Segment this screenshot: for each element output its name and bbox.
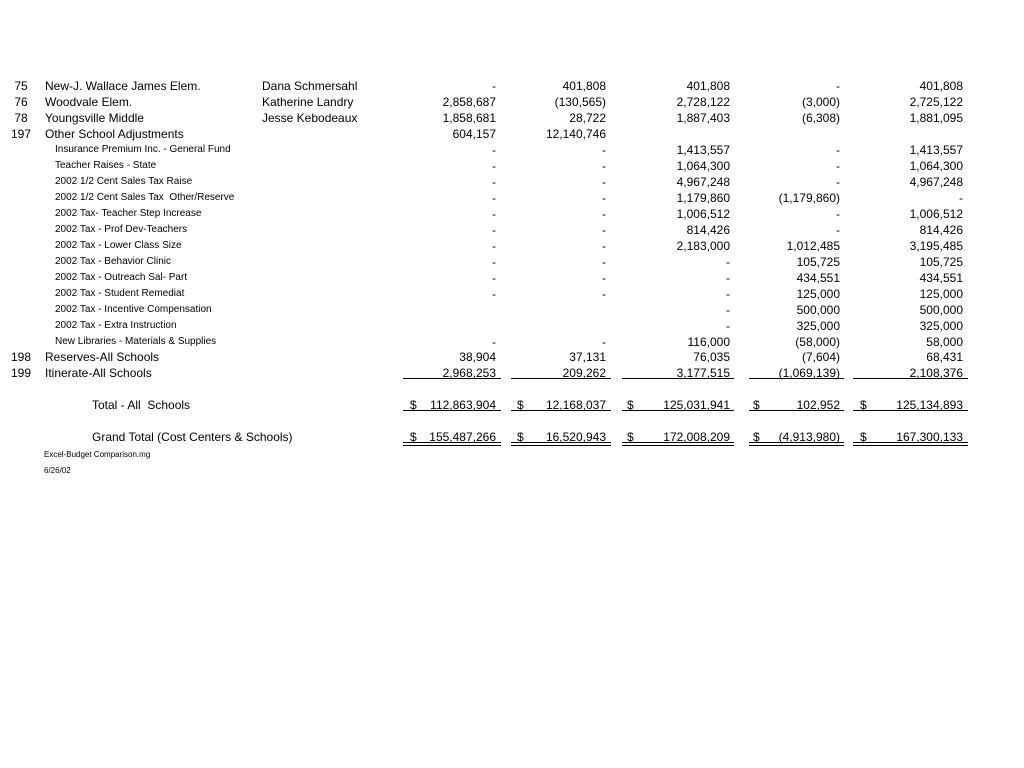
- adjustment-name: 2002 1/2 Cent Sales Tax Other/Reserve: [55, 192, 235, 203]
- budget-2001: -: [492, 223, 496, 237]
- budget-adjustment: 125,000: [796, 287, 840, 301]
- budget-change: [512, 302, 606, 318]
- adjustment-row: [0, 238, 1024, 254]
- total-underline-1: [403, 410, 501, 411]
- total-underline-5: [853, 410, 968, 411]
- principal-name: Jesse Kebodeaux: [262, 111, 358, 125]
- school-name: Youngsville Middle: [45, 111, 144, 125]
- footer-date: 6/26/02: [44, 466, 71, 475]
- school-row: [0, 110, 1024, 126]
- budget-2001: [404, 318, 496, 334]
- budget-2001: 2,858,687: [442, 95, 496, 109]
- grand-total-double-underline-3: [622, 442, 734, 446]
- budget-adjustment: -: [836, 207, 840, 221]
- budget-final: -: [959, 191, 963, 205]
- adjustment-row: [0, 222, 1024, 238]
- total-schools-change: 12,168,037: [545, 398, 606, 412]
- adjustment-name: Teacher Raises - State: [55, 160, 157, 171]
- budget-final: 58,000: [926, 335, 963, 349]
- adjustment-name: 2002 Tax - Lower Class Size: [55, 240, 182, 251]
- budget-2001: 1,858,681: [442, 111, 496, 125]
- budget-final: 401,808: [919, 79, 963, 93]
- budget-final: 3,195,485: [909, 239, 963, 253]
- budget-change: -: [602, 335, 606, 349]
- school-row: [0, 126, 1024, 142]
- budget-final: 1,006,512: [909, 207, 963, 221]
- school-row: [0, 78, 1024, 94]
- subtotal-underline-2: [511, 378, 611, 379]
- grand-total-final: 167,300,133: [896, 430, 963, 444]
- total-underline-3: [622, 410, 734, 411]
- adjustment-name: 2002 Tax - Extra Instruction: [55, 320, 177, 331]
- adjustment-name: 2002 Tax- Teacher Step Increase: [55, 208, 202, 219]
- grand-total-double-underline-1: [403, 442, 501, 446]
- budget-subtotal: -: [726, 319, 730, 333]
- grand-total-budget-2001: 155,487,266: [429, 430, 496, 444]
- budget-subtotal: 2,183,000: [676, 239, 730, 253]
- budget-adjustment: (58,000): [795, 335, 840, 349]
- budget-2001: -: [492, 159, 496, 173]
- budget-change: 37,131: [569, 350, 606, 364]
- budget-final: 325,000: [919, 319, 963, 333]
- budget-2001: -: [492, 79, 496, 93]
- currency-symbol: $: [517, 398, 524, 412]
- budget-subtotal: 76,035: [693, 350, 730, 364]
- budget-final: 1,413,557: [909, 143, 963, 157]
- principal-name: [262, 126, 402, 142]
- budget-final: 68,431: [926, 350, 963, 364]
- budget-adjustment: -: [836, 159, 840, 173]
- budget-adjustment: 325,000: [796, 319, 840, 333]
- budget-2001: -: [492, 191, 496, 205]
- budget-change: -: [602, 159, 606, 173]
- budget-change: 28,722: [569, 111, 606, 125]
- budget-adjustment: (1,179,860): [778, 191, 840, 205]
- adjustment-name: New Libraries - Materials & Supplies: [55, 336, 217, 347]
- total-schools-adjust: 102,952: [796, 398, 840, 412]
- adjustment-row: [0, 334, 1024, 350]
- adjustment-name: 2002 1/2 Cent Sales Tax Raise: [55, 176, 193, 187]
- principal-name: [262, 349, 402, 365]
- budget-adjustment: 1,012,485: [786, 239, 840, 253]
- budget-final: 500,000: [919, 303, 963, 317]
- grand-total-double-underline-2: [511, 442, 611, 446]
- total-schools-budget-2001: 112,863,904: [430, 398, 496, 412]
- adjustment-name: 2002 Tax - Outreach Sal- Part: [55, 272, 188, 283]
- budget-subtotal: -: [726, 287, 730, 301]
- adjustment-row: [0, 286, 1024, 302]
- budget-final: 4,967,248: [909, 175, 963, 189]
- budget-2001: -: [492, 207, 496, 221]
- budget-adjustment: (1,069,139): [778, 366, 840, 380]
- budget-adjustment: (6,308): [801, 111, 840, 125]
- budget-adjustment: (7,604): [801, 350, 840, 364]
- total-underline-2: [511, 410, 611, 411]
- budget-adjustment: -: [836, 175, 840, 189]
- budget-change: -: [602, 255, 606, 269]
- cost-center-number: 78: [14, 111, 28, 125]
- budget-final: 814,426: [919, 223, 963, 237]
- budget-subtotal: 1,179,860: [676, 191, 730, 205]
- budget-adjustment: -: [836, 79, 840, 93]
- budget-2001: -: [492, 287, 496, 301]
- budget-subtotal: 116,000: [687, 335, 730, 349]
- budget-final: 2,725,122: [909, 95, 963, 109]
- adjustment-name: 2002 Tax - Student Remediat: [55, 288, 185, 299]
- currency-symbol: $: [860, 430, 867, 444]
- budget-change: -: [602, 239, 606, 253]
- budget-subtotal: 4,967,248: [676, 175, 730, 189]
- principal-name: Katherine Landry: [262, 95, 354, 109]
- school-row: [0, 349, 1024, 365]
- budget-adjustment: -: [836, 223, 840, 237]
- grand-total-label: Grand Total (Cost Centers & Schools): [92, 430, 293, 444]
- budget-subtotal: 814,426: [686, 223, 730, 237]
- principal-name: Dana Schmersahl: [262, 79, 358, 93]
- currency-symbol: $: [753, 430, 760, 444]
- currency-symbol: $: [860, 398, 867, 412]
- budget-change: -: [602, 287, 606, 301]
- budget-subtotal: -: [726, 255, 730, 269]
- budget-final: 125,000: [919, 287, 963, 301]
- adjustment-row: [0, 190, 1024, 206]
- budget-adjustment: 500,000: [796, 303, 840, 317]
- adjustment-name: Insurance Premium Inc. - General Fund: [55, 144, 231, 155]
- budget-subtotal: -: [726, 303, 730, 317]
- cost-center-number: 197: [10, 127, 32, 141]
- budget-final: 1,064,300: [909, 159, 963, 173]
- school-row: [0, 94, 1024, 110]
- adjustment-row: [0, 318, 1024, 334]
- adjustment-row: [0, 302, 1024, 318]
- adjustment-name: 2002 Tax - Prof Dev-Teachers: [55, 224, 188, 235]
- adjustment-name: 2002 Tax - Incentive Compensation: [55, 304, 212, 315]
- budget-final: 434,551: [919, 271, 963, 285]
- budget-adjustment: 434,551: [796, 271, 840, 285]
- adjustment-name: 2002 Tax - Behavior Clinic: [55, 256, 171, 267]
- total-schools-label: Total - All Schools: [92, 398, 191, 412]
- budget-subtotal: -: [726, 271, 730, 285]
- budget-2001: -: [492, 143, 496, 157]
- budget-subtotal: 401,808: [686, 79, 730, 93]
- budget-2001: -: [492, 335, 496, 349]
- budget-final: 1,881,095: [909, 111, 963, 125]
- currency-symbol: $: [410, 398, 417, 412]
- budget-subtotal: [624, 126, 730, 142]
- budget-2001: 604,157: [452, 127, 496, 141]
- cost-center-number: 76: [14, 95, 28, 109]
- budget-2001: [404, 302, 496, 318]
- total-underline-4: [749, 410, 844, 411]
- budget-subtotal: 3,177,515: [676, 366, 730, 380]
- school-name: Reserves-All Schools: [45, 350, 160, 364]
- grand-total-adjust: (4,913,980): [778, 430, 840, 444]
- total-schools-subtotal: 125,031,941: [663, 398, 730, 412]
- budget-final: 105,725: [919, 255, 963, 269]
- budget-2001: 38,904: [459, 350, 496, 364]
- budget-subtotal: 1,887,403: [676, 111, 730, 125]
- grand-total-change: 16,520,943: [545, 430, 606, 444]
- adjustment-row: [0, 142, 1024, 158]
- total-schools-final: 125,134,893: [896, 398, 963, 412]
- budget-change: -: [602, 175, 606, 189]
- cost-center-number: 75: [14, 79, 28, 93]
- budget-final: [855, 126, 963, 142]
- budget-change: -: [602, 223, 606, 237]
- budget-adjustment: (3,000): [801, 95, 840, 109]
- subtotal-underline-1: [403, 378, 501, 379]
- adjustment-row: [0, 174, 1024, 190]
- school-name: Itinerate-All Schools: [45, 366, 152, 380]
- budget-change: 12,140,746: [545, 127, 606, 141]
- budget-2001: -: [492, 255, 496, 269]
- adjustment-row: [0, 206, 1024, 222]
- grand-total-subtotal: 172,008,209: [663, 430, 730, 444]
- budget-change: 401,808: [562, 79, 606, 93]
- currency-symbol: $: [410, 430, 417, 444]
- currency-symbol: $: [753, 398, 760, 412]
- budget-2001: -: [492, 175, 496, 189]
- cost-center-number: 198: [10, 350, 32, 364]
- budget-change: -: [602, 191, 606, 205]
- budget-change: -: [602, 271, 606, 285]
- currency-symbol: $: [517, 430, 524, 444]
- principal-name: [262, 365, 402, 381]
- adjustment-row: [0, 158, 1024, 174]
- budget-subtotal: 1,413,557: [676, 143, 730, 157]
- grand-total-double-underline-5: [853, 442, 968, 446]
- currency-symbol: $: [627, 398, 634, 412]
- budget-final: 2,108,376: [909, 366, 963, 380]
- grand-total-double-underline-4: [749, 442, 844, 446]
- currency-symbol: $: [627, 430, 634, 444]
- footer-filename: Excel-Budget Comparison.mg: [44, 450, 151, 459]
- budget-2001: -: [492, 271, 496, 285]
- budget-adjustment: 105,725: [796, 255, 840, 269]
- adjustment-row: [0, 254, 1024, 270]
- subtotal-underline-4: [749, 378, 844, 379]
- school-name: Woodvale Elem.: [45, 95, 133, 109]
- budget-2001: 2,968,253: [442, 366, 496, 380]
- budget-adjustment: [750, 126, 840, 142]
- subtotal-underline-3: [622, 378, 734, 379]
- school-name: Other School Adjustments: [45, 127, 184, 141]
- school-name: New-J. Wallace James Elem.: [45, 79, 201, 93]
- budget-2001: -: [492, 239, 496, 253]
- budget-change: -: [602, 143, 606, 157]
- adjustment-row: [0, 270, 1024, 286]
- budget-subtotal: 1,064,300: [676, 159, 730, 173]
- budget-change: (130,565): [554, 95, 606, 109]
- cost-center-number: 199: [10, 366, 32, 380]
- subtotal-underline-5: [853, 378, 968, 379]
- budget-change: -: [602, 207, 606, 221]
- budget-adjustment: -: [836, 143, 840, 157]
- budget-subtotal: 1,006,512: [676, 207, 730, 221]
- budget-change: [512, 318, 606, 334]
- budget-subtotal: 2,728,122: [676, 95, 730, 109]
- budget-change: 209,262: [562, 366, 606, 380]
